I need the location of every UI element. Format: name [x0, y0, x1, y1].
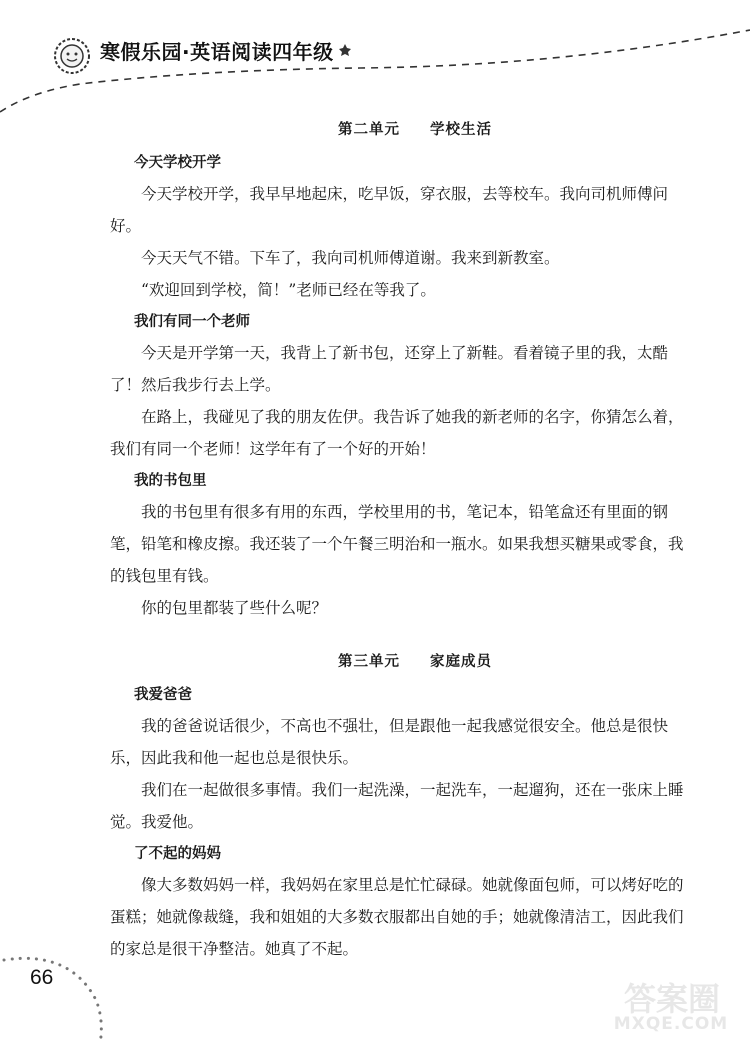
- paragraph: 在路上，我碰见了我的朋友佐伊。我告诉了她我的新老师的名字，你猜怎么着，我们有同一个老师！这学年有了一个好的开始！: [110, 408, 684, 458]
- paragraph: 你的包里都装了些什么呢？: [141, 599, 328, 617]
- paragraph: 今天是开学第一天，我背上了新书包，还穿上了新鞋。看着镜子里的我，太酷了！然后我步行去上学。: [110, 344, 669, 394]
- dotted-arc-decoration: [0, 940, 120, 1046]
- star-icon: [339, 44, 351, 56]
- unit-number: 第二单元: [338, 121, 400, 138]
- section-title: 我的书包里: [134, 473, 207, 489]
- paragraph: 今天学校开学，我早早地起床，吃早饭，穿衣服，去等校车。我向司机师傅问好。: [110, 185, 669, 235]
- flower-logo-icon: [55, 39, 89, 73]
- section-body: [110, 496, 690, 624]
- section-body: [110, 337, 690, 465]
- section-body: [110, 178, 690, 306]
- unit-block: [110, 650, 690, 965]
- unit-number: 第三单元: [338, 653, 400, 670]
- page-content: [110, 112, 690, 965]
- section-title: 了不起的妈妈: [134, 846, 221, 862]
- watermark-url: MXQE.COM: [613, 1014, 729, 1034]
- section-title: 今天学校开学: [134, 155, 221, 171]
- unit-title: [110, 118, 690, 139]
- paragraph: 我的书包里有很多有用的东西，学校里用的书，笔记本，铅笔盒还有里面的钢笔，铅笔和橡皮擦。我还装了一个午餐三明治和一瓶水。如果我想买糖果或零食，我的钱包里有钱。: [110, 503, 684, 585]
- watermark-logo-text: 答案圈: [623, 980, 720, 1018]
- page-header: [0, 0, 750, 120]
- section-body: [110, 710, 690, 838]
- unit-name: 学校生活: [430, 121, 492, 138]
- page-number: 66: [30, 966, 54, 989]
- section-body: [110, 869, 690, 965]
- unit-title: [110, 650, 690, 671]
- book-title: 寒假乐园·英语阅读四年级: [100, 40, 334, 64]
- paragraph: 我的爸爸说话很少，不高也不强壮，但是跟他一起我感觉很安全。他总是很快乐，因此我和他一起也总是很快乐。: [110, 717, 669, 767]
- paragraph: 今天天气不错。下车了，我向司机师傅道谢。我来到新教室。: [141, 249, 560, 267]
- section-title: 我爱爸爸: [134, 687, 192, 703]
- paragraph: 我们在一起做很多事情。我们一起洗澡，一起洗车，一起遛狗，还在一张床上睡觉。我爱他。: [110, 781, 684, 831]
- section-title: 我们有同一个老师: [134, 314, 250, 330]
- unit-name: 家庭成员: [430, 653, 492, 670]
- paragraph: “欢迎回到学校，简！”老师已经在等我了。: [141, 281, 436, 299]
- paragraph: 像大多数妈妈一样，我妈妈在家里总是忙忙碌碌。她就像面包师，可以烤好吃的蛋糕；她就像裁缝，我和姐姐的大多数衣服都出自她的手；她就像清洁工，因此我们的家总是很干净整洁。她真了不起。: [110, 876, 684, 958]
- watermark: [602, 974, 742, 1040]
- unit-block: [110, 118, 690, 624]
